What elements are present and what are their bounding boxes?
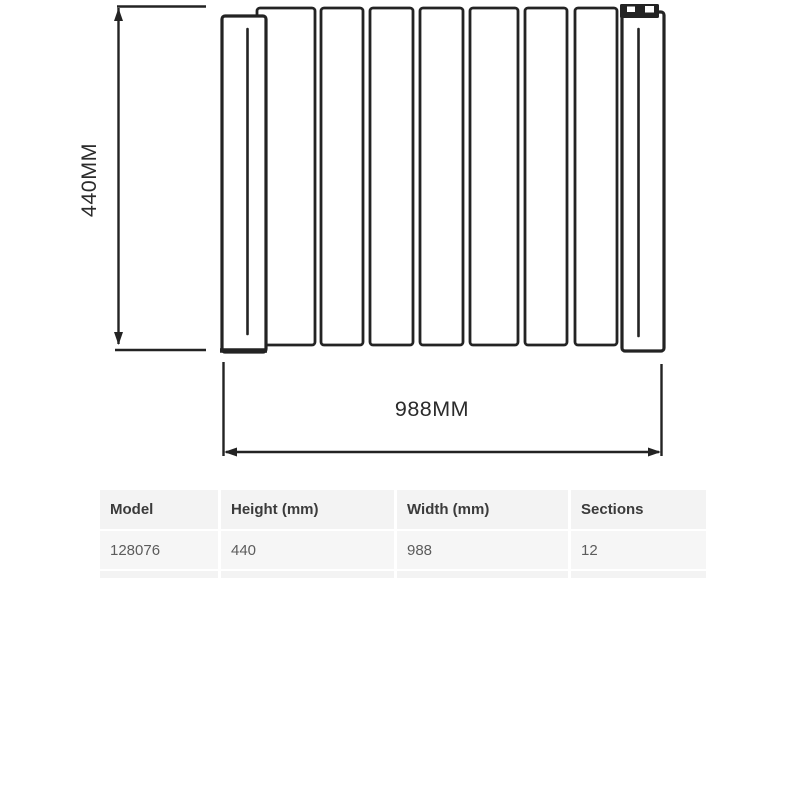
width-dimension <box>224 362 662 457</box>
valve-cap-notch <box>627 7 635 13</box>
radiator-section <box>575 8 617 345</box>
cell-sections: 12 <box>571 531 706 569</box>
spec-table-header-row <box>100 490 706 529</box>
spec-table <box>100 490 706 580</box>
header-width: Width (mm) <box>397 490 568 529</box>
radiator-section <box>525 8 567 345</box>
height-dimension-label: 440MM <box>77 142 101 218</box>
header-model: Model <box>100 490 218 529</box>
radiator-body <box>220 4 664 352</box>
radiator-end-section-left <box>222 16 266 352</box>
valve-cap-notch <box>645 6 654 13</box>
height-dimension <box>77 7 206 351</box>
radiator-section <box>321 8 363 345</box>
arrow-up-icon <box>114 8 123 21</box>
radiator-end-section-right <box>622 12 664 351</box>
cell-height: 440 <box>221 531 394 569</box>
spec-table-data-row <box>100 531 706 569</box>
cell-model: 128076 <box>100 531 218 569</box>
cutoff-cell <box>397 571 568 578</box>
cutoff-cell <box>571 571 706 578</box>
spec-table-cutoff-row <box>100 571 706 578</box>
cell-width: 988 <box>397 531 568 569</box>
header-sections: Sections <box>571 490 706 529</box>
radiator-section <box>370 8 413 345</box>
arrow-down-icon <box>114 332 123 345</box>
cutoff-cell <box>100 571 218 578</box>
header-height: Height (mm) <box>221 490 394 529</box>
arrow-left-icon <box>224 448 237 457</box>
radiator-section <box>470 8 518 345</box>
arrow-right-icon <box>648 448 661 457</box>
cutoff-cell <box>221 571 394 578</box>
width-dimension-label: 988MM <box>394 397 470 421</box>
radiator-section <box>420 8 463 345</box>
